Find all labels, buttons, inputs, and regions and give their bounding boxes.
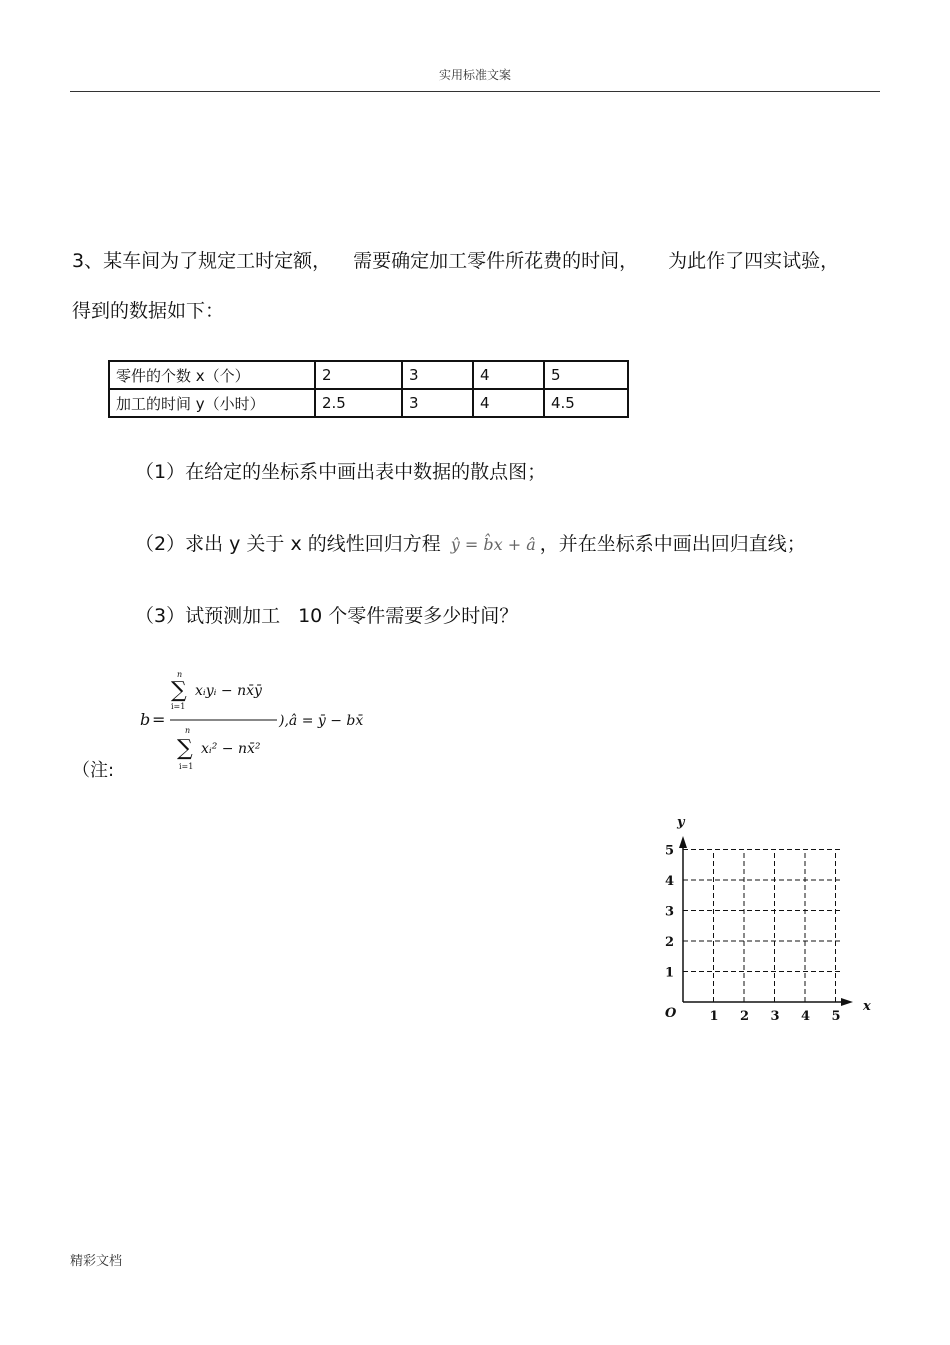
regression-equation: ŷ = b̂x + â [450,535,536,554]
problem-statement-line-2: 得到的数据如下： [72,300,225,322]
question-2-text-after: ，并在坐标系中画出回归直线； [539,533,806,555]
sum-lower-2: i=1 [179,762,194,771]
x-tick-label: 4 [801,1009,811,1024]
question-2-text-before: （2）求出 y 关于 x 的线性回归方程 [135,533,441,555]
x-tick-label: 1 [709,1009,719,1024]
table-row [109,389,628,417]
problem-statement-line-1 [72,249,839,273]
y-axis-arrow-icon [679,836,687,848]
x-tick-label: 3 [770,1009,780,1024]
coordinate-grid [655,810,885,1035]
regression-formula [135,665,395,780]
question-3 [135,604,518,628]
sum-upper: n [177,670,183,679]
problem-text-part-1: 3、某车间为了规定工时定额， [72,250,332,272]
table-row [109,361,628,389]
table-row-label: 加工的时间 y（小时） [109,389,315,417]
table-cell: 3 [402,389,473,417]
table-row-label: 零件的个数 x（个） [109,361,315,389]
table-cell: 4 [473,361,544,389]
x-axis-arrow-icon [841,998,853,1006]
y-axis-label: y [677,815,685,830]
y-tick-label: 2 [665,935,675,950]
sum-lower: i=1 [171,702,186,711]
table-cell: 4.5 [544,389,628,417]
table-cell: 3 [402,361,473,389]
problem-text-part-2: 需要确定加工零件所花费的时间， [353,250,639,272]
note-label: （注: [72,760,115,781]
page-footer-text: 精彩文档 [70,1254,123,1269]
question-3-text-after: 10 个零件需要多少时间？ [298,605,519,627]
formula-denominator: xᵢ² − nx̄² [201,741,261,757]
table-cell: 2 [315,361,402,389]
y-tick-label: 5 [665,843,675,859]
x-tick-label: 5 [831,1009,841,1024]
question-2 [135,532,806,557]
question-1: （1）在给定的坐标系中画出表中数据的散点图； [135,461,547,483]
origin-label: O [665,1006,677,1021]
y-tick-label: 3 [665,904,675,920]
formula-equals: = [152,710,166,729]
data-table [108,360,629,418]
y-tick-label: 1 [665,965,675,981]
table-cell: 5 [544,361,628,389]
formula-tail: ),â = ȳ − bx̄ [279,713,364,729]
page-header-title: 实用标准文案 [438,68,511,82]
formula-b: b [140,710,151,729]
sum-symbol: ∑ [171,678,187,703]
header-rule [70,91,880,92]
formula-numerator: xᵢyᵢ − nx̄ȳ [195,683,262,699]
table-cell: 2.5 [315,389,402,417]
question-3-text-before: （3）试预测加工 [135,605,281,627]
grid-lines [683,850,840,1003]
problem-text-part-3: 为此作了四实试验， [668,250,840,272]
x-tick-label: 2 [740,1009,750,1024]
tick-labels [665,844,841,1025]
sum-symbol-2: ∑ [177,736,193,761]
table-cell: 4 [473,389,544,417]
x-axis-label: x [863,999,871,1014]
y-tick-label: 4 [665,874,675,889]
sum-upper-2: n [185,726,191,735]
